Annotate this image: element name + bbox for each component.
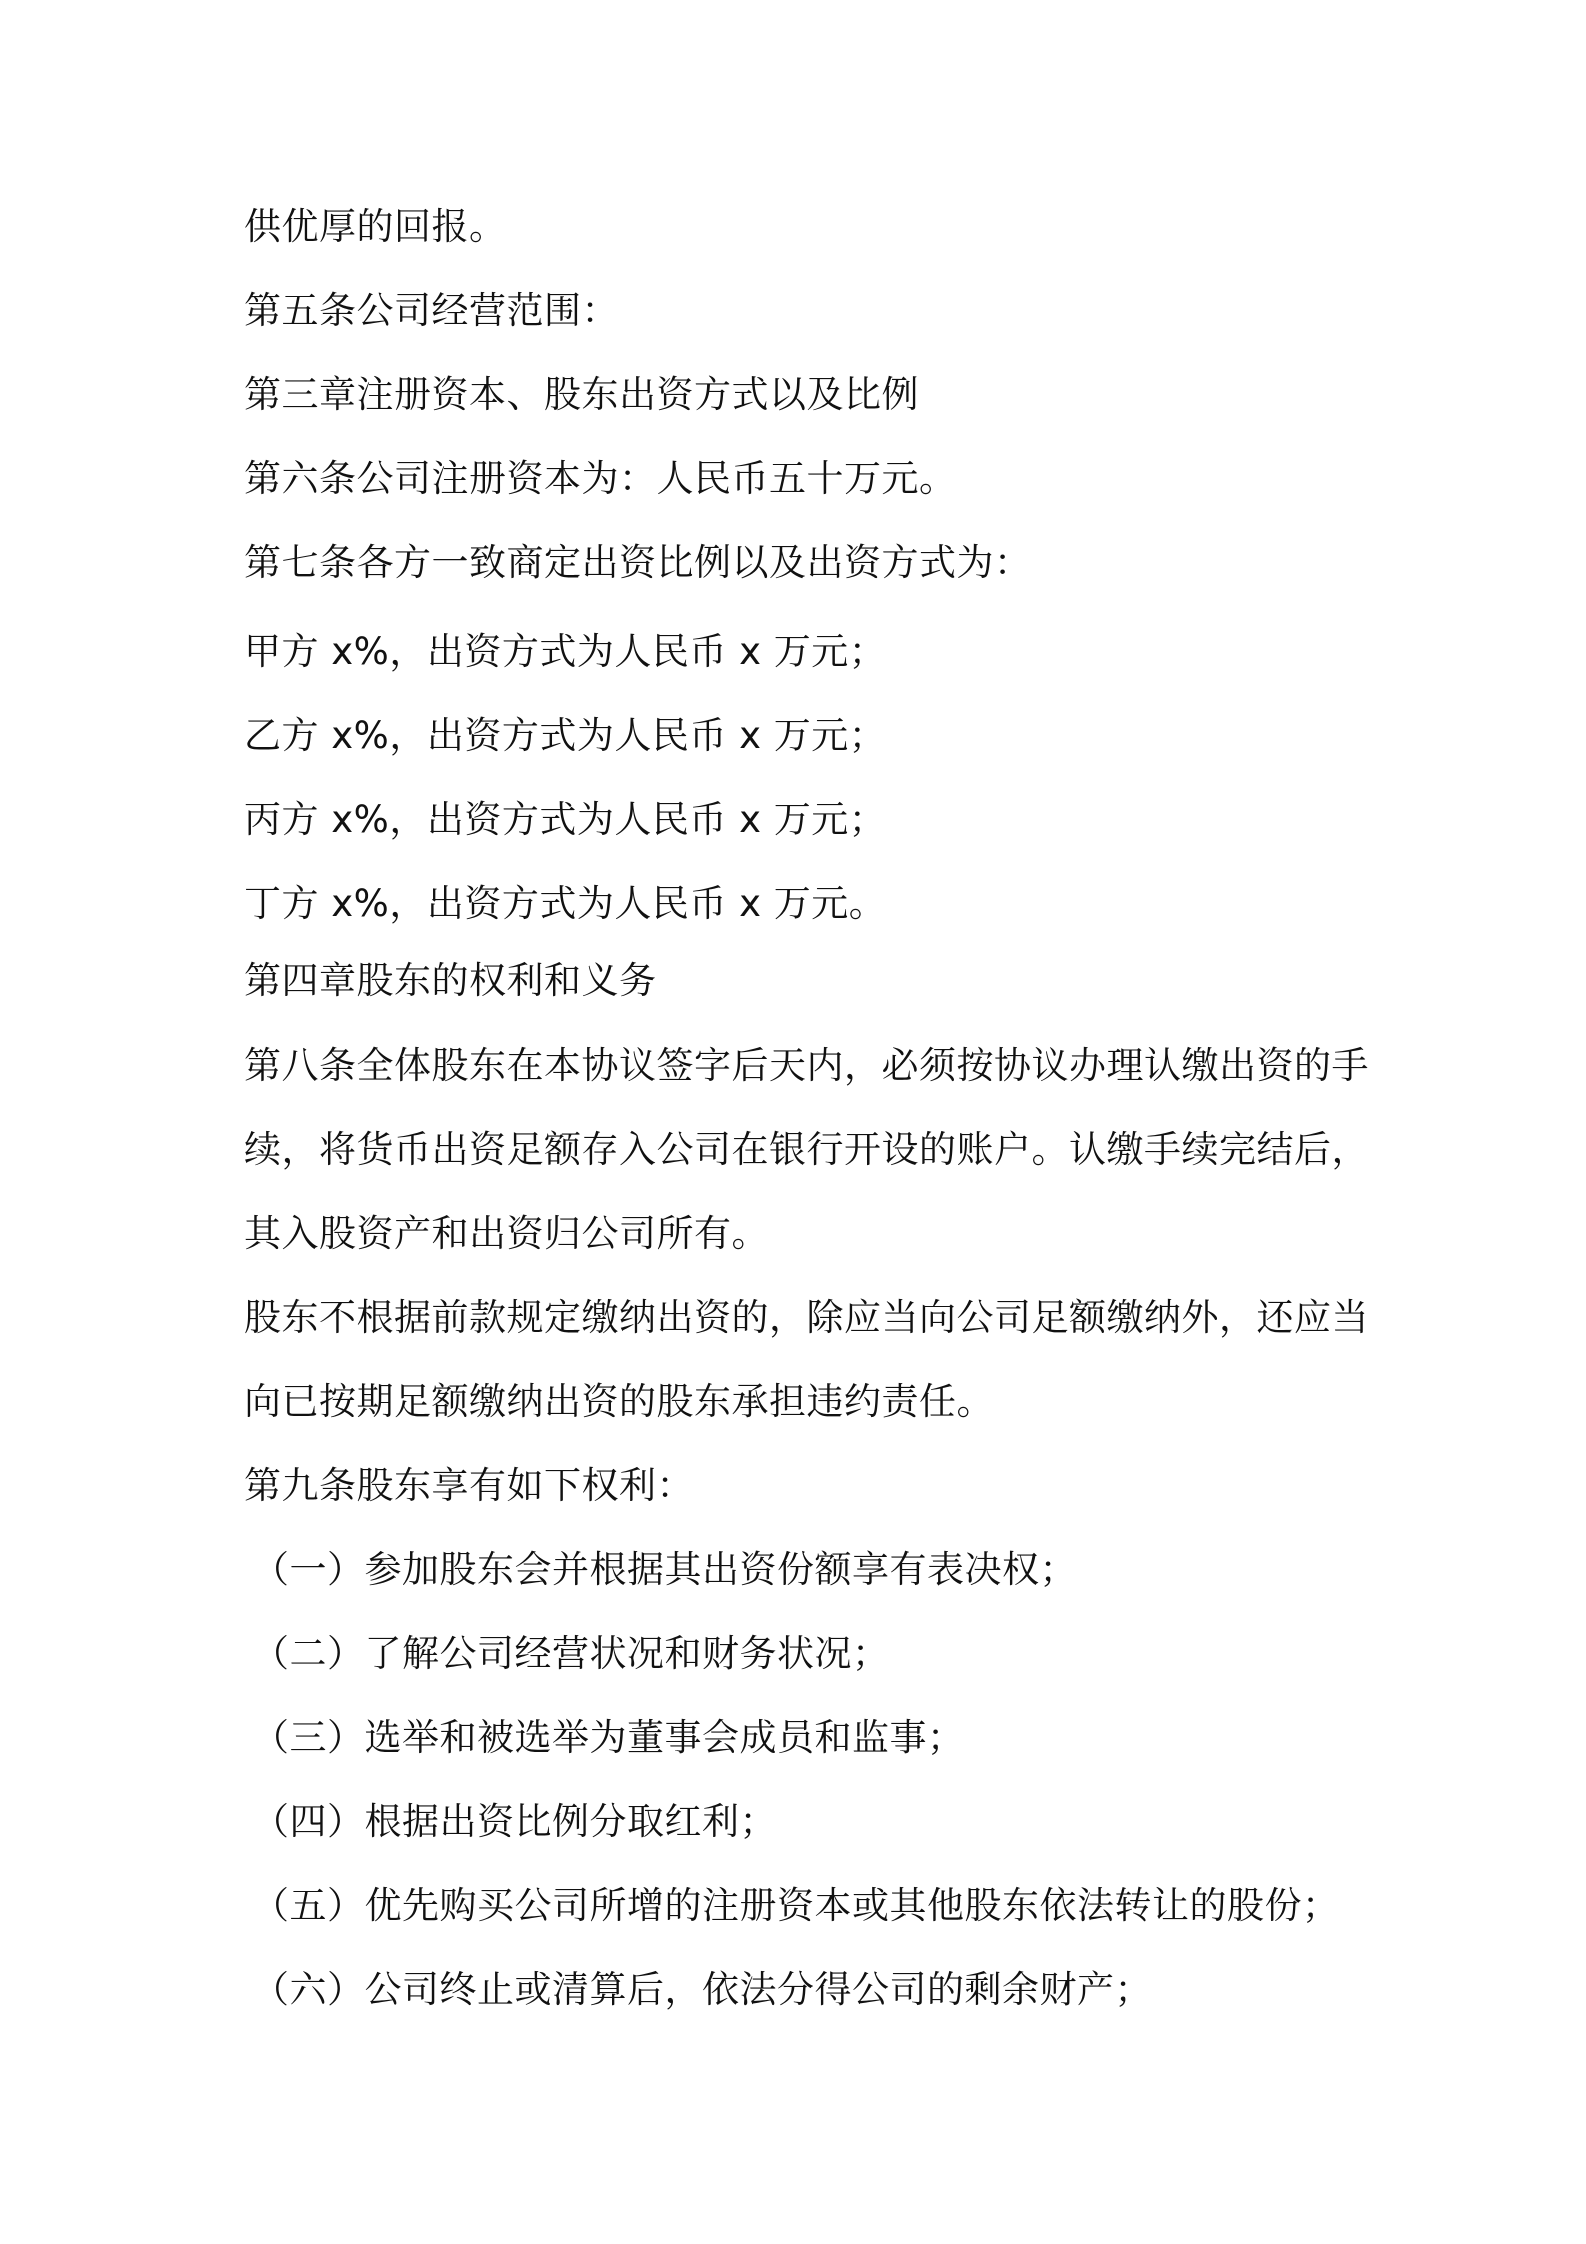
article-heading: 第九条股东享有如下权利： xyxy=(244,1464,694,1507)
party-line: 丙方 x%，出资方式为人民币 x 万元； xyxy=(244,798,887,841)
article-heading: 第五条公司经营范围： xyxy=(244,289,619,332)
chapter-heading: 第四章股东的权利和义务 xyxy=(244,959,657,1002)
article-heading: 第六条公司注册资本为：人民币五十万元。 xyxy=(244,457,957,500)
text-line: 第八条全体股东在本协议签字后天内，必须按协议办理认缴出资的手 xyxy=(244,1044,1369,1087)
text-line: 续，将货币出资足额存入公司在银行开设的账户。认缴手续完结后， xyxy=(244,1128,1369,1171)
party-line: 乙方 x%，出资方式为人民币 x 万元； xyxy=(244,714,887,757)
rights-list-item: （六）公司终止或清算后，依法分得公司的剩余财产； xyxy=(252,1968,1152,2011)
party-line: 甲方 x%，出资方式为人民币 x 万元； xyxy=(244,630,887,673)
rights-list-item: （三）选举和被选举为董事会成员和监事； xyxy=(252,1716,965,1759)
text-line: 股东不根据前款规定缴纳出资的，除应当向公司足额缴纳外，还应当 xyxy=(244,1296,1369,1339)
text-line: 其入股资产和出资归公司所有。 xyxy=(244,1212,769,1255)
rights-list-item: （五）优先购买公司所增的注册资本或其他股东依法转让的股份； xyxy=(252,1884,1340,1927)
rights-list-item: （二）了解公司经营状况和财务状况； xyxy=(252,1632,890,1675)
rights-list-item: （四）根据出资比例分取红利； xyxy=(252,1800,777,1843)
text-line: 供优厚的回报。 xyxy=(244,205,507,248)
chapter-heading: 第三章注册资本、股东出资方式以及比例 xyxy=(244,373,919,416)
article-heading: 第七条各方一致商定出资比例以及出资方式为： xyxy=(244,541,1032,584)
rights-list-item: （一）参加股东会并根据其出资份额享有表决权； xyxy=(252,1548,1077,1591)
party-line: 丁方 x%，出资方式为人民币 x 万元。 xyxy=(244,882,887,925)
text-line: 向已按期足额缴纳出资的股东承担违约责任。 xyxy=(244,1380,994,1423)
